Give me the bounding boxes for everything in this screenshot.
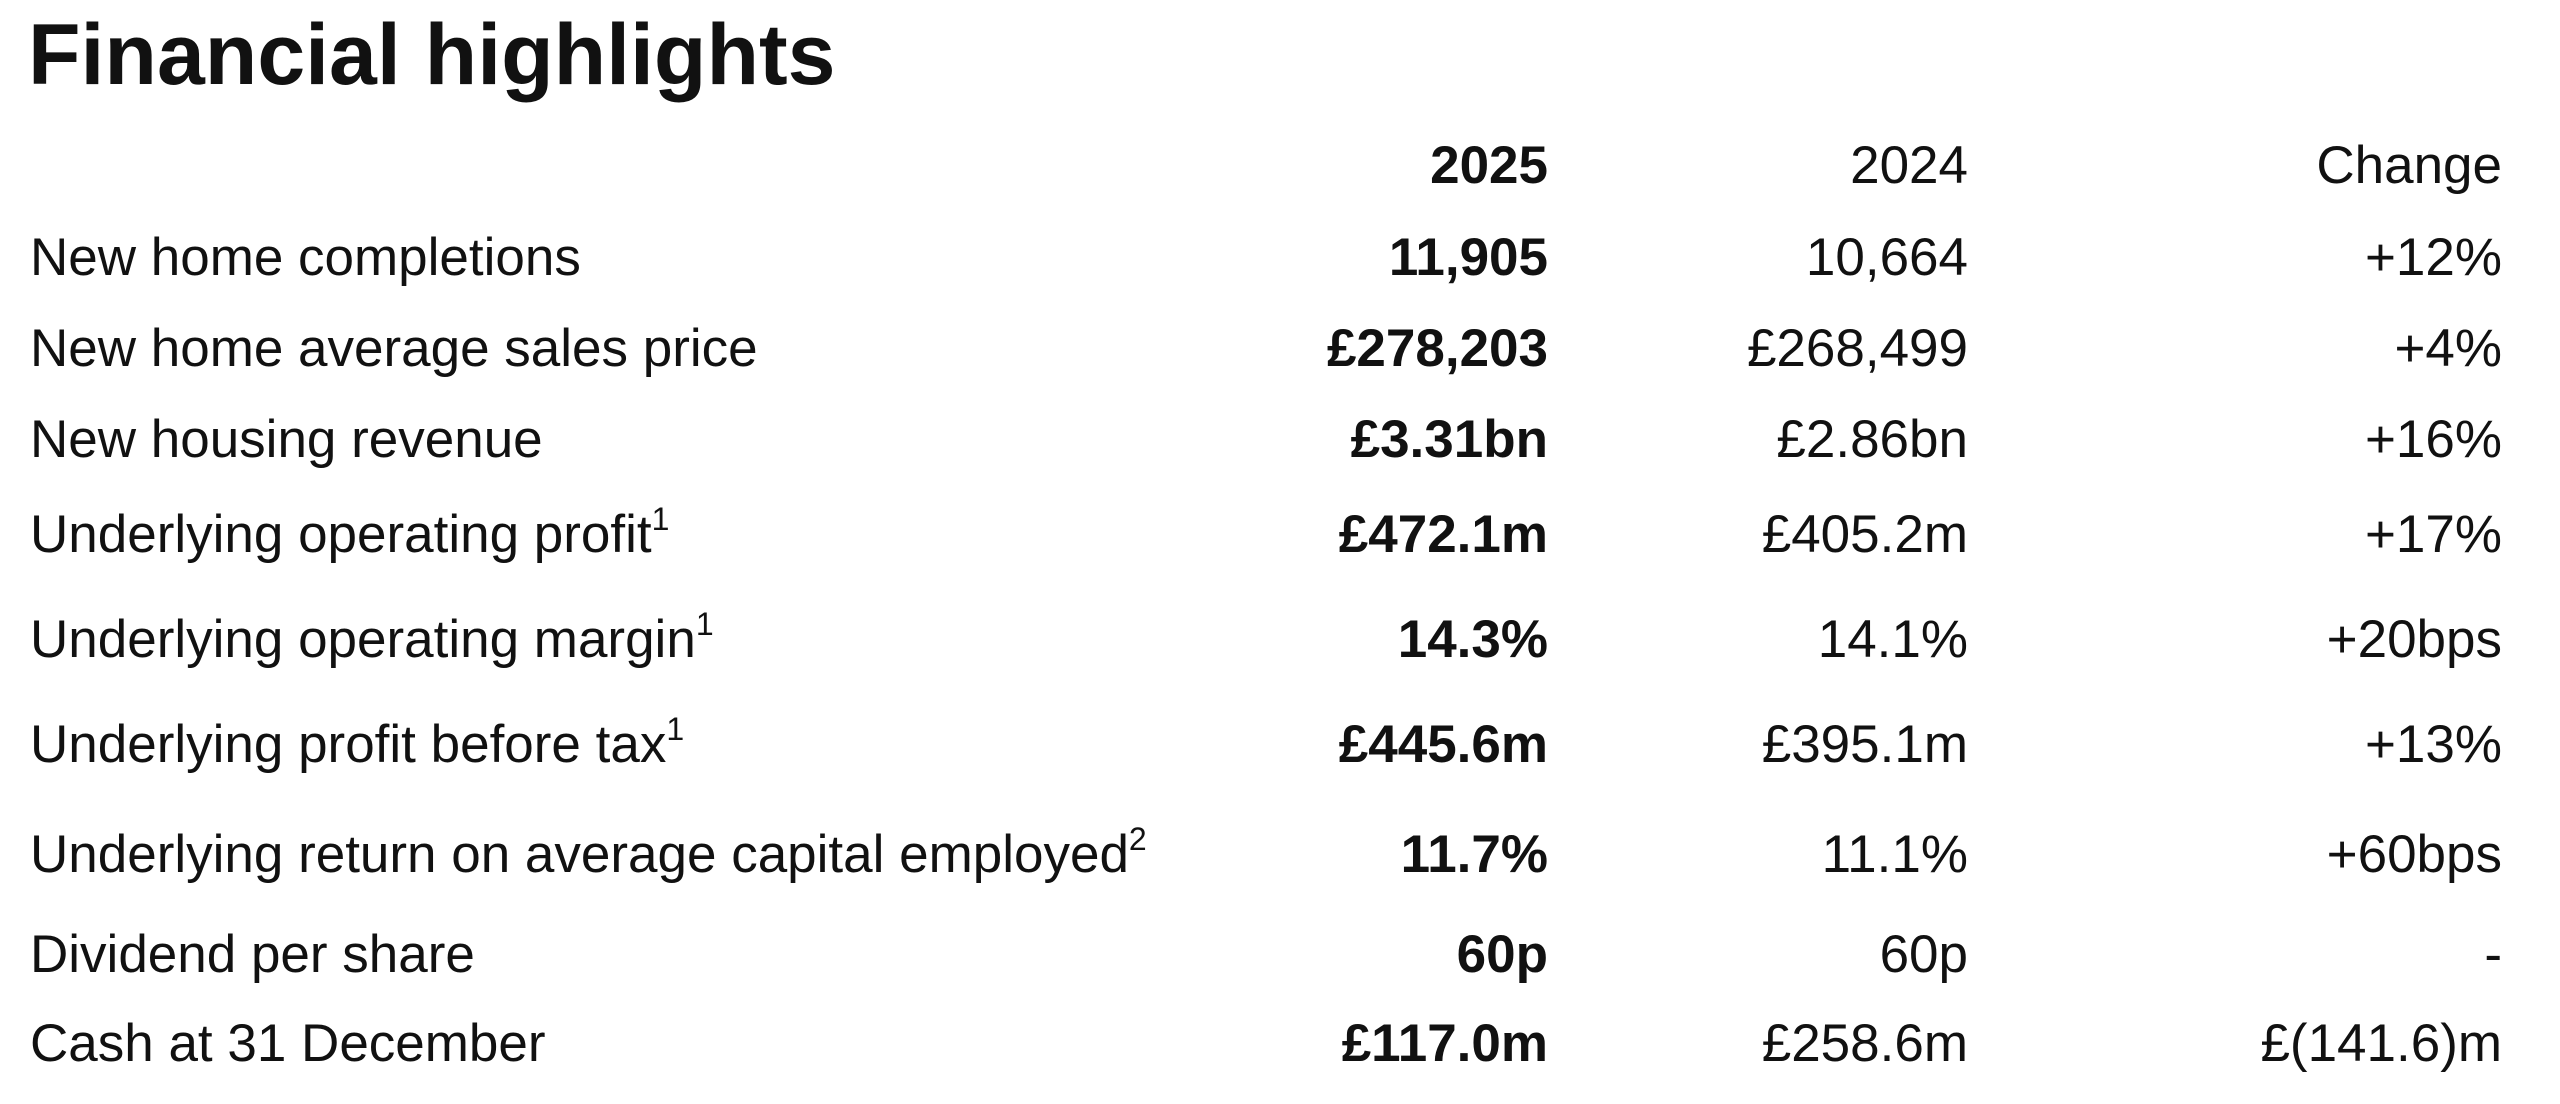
value-change: +17% — [2364, 505, 2502, 564]
table-row — [0, 821, 2560, 885]
table-row — [0, 410, 2560, 470]
value-2025: 60p — [1456, 925, 1548, 984]
value-2024: 60p — [1879, 925, 1968, 984]
value-2024: £268,499 — [1746, 319, 1968, 378]
column-header-2025: 2025 — [1430, 136, 1548, 195]
value-2024: 10,664 — [1805, 228, 1968, 287]
column-header-2024: 2024 — [1850, 136, 1968, 195]
value-change: £(141.6)m — [2260, 1014, 2502, 1073]
row-label: Cash at 31 December — [30, 1014, 546, 1073]
value-2025: 11.7% — [1400, 825, 1548, 884]
value-2025: £445.6m — [1338, 715, 1548, 774]
value-2025: 11,905 — [1388, 228, 1548, 287]
value-2025: £3.31bn — [1350, 410, 1548, 469]
value-2024: £395.1m — [1761, 715, 1968, 774]
value-2024: 14.1% — [1817, 610, 1968, 669]
value-change: +60bps — [2326, 825, 2502, 884]
page-title: Financial highlights — [28, 7, 836, 103]
table-row — [0, 1014, 2560, 1074]
row-label: Underlying return on average capital employed$^2$ — [30, 821, 1147, 884]
table-row — [0, 711, 2560, 775]
table-row — [0, 319, 2560, 379]
value-2024: £2.86bn — [1776, 410, 1968, 469]
value-2024: £258.6m — [1761, 1014, 1968, 1073]
table-row — [0, 501, 2560, 565]
table-row — [0, 925, 2560, 985]
row-label: Underlying operating margin$^1$ — [30, 606, 714, 669]
table-header — [0, 136, 2560, 196]
table-row — [0, 228, 2560, 288]
value-2025: 14.3% — [1397, 610, 1548, 669]
value-2025: £117.0m — [1341, 1014, 1548, 1073]
row-label: New home completions — [30, 228, 581, 287]
value-change: +16% — [2364, 410, 2502, 469]
value-2025: £278,203 — [1326, 319, 1548, 378]
row-label: New home average sales price — [30, 319, 758, 378]
value-change: +12% — [2364, 228, 2502, 287]
value-2024: 11.1% — [1821, 825, 1968, 884]
value-2025: £472.1m — [1338, 505, 1548, 564]
table-row — [0, 606, 2560, 670]
value-2024: £405.2m — [1761, 505, 1968, 564]
row-label: Underlying operating profit$^1$ — [30, 501, 670, 564]
row-label: New housing revenue — [30, 410, 543, 469]
row-label: Dividend per share — [30, 925, 475, 984]
row-label: Underlying profit before tax$^1$ — [30, 711, 685, 774]
value-change: +13% — [2364, 715, 2502, 774]
value-change: +20bps — [2326, 610, 2502, 669]
value-change: - — [2484, 925, 2502, 984]
value-change: +4% — [2394, 319, 2502, 378]
column-header-change: Change — [2316, 136, 2502, 195]
